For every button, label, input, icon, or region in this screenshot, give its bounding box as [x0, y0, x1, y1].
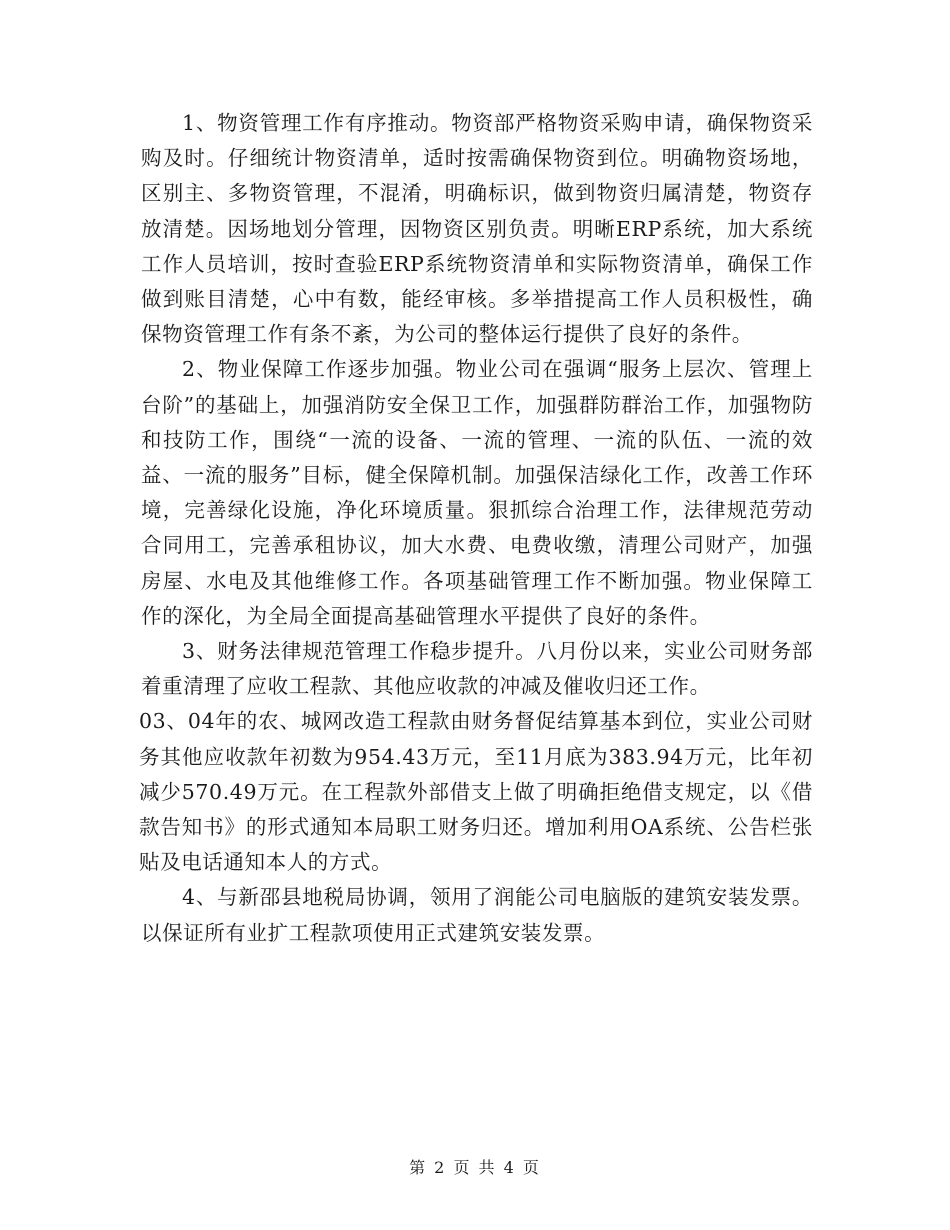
paragraph-materials-management: 1、物资管理工作有序推动。物资部严格物资采购申请，确保物资采购及时。仔细统计物资清单，适时按需确保物资到位。明确物资场地，区别主、多物资管理，不混淆，明确标识，做到物资归属清楚，物资存放清楚。因场地划分管理，因物资区别负责。明晰ERP系统，加大系统工作人员培训，按时查验ERP系统物资清单和实际物资清单，确保工作做到账目清楚，心中有数，能经审核。多举措提高工作人员积极性，确保物资管理工作有条不紊，为公司的整体运行提供了良好的条件。: [141, 111, 813, 347]
paragraph-property-support: 2、物业保障工作逐步加强。物业公司在强调“服务上层次、管理上台阶”的基础上，加强消防安全保卫工作，加强群防群治工作，加强物防和技防工作，围绕“一流的设备、一流的管理、一流的队伍、一流的效益、一流的服务”目标，健全保障机制。加强保洁绿化工作，改善工作环境，完善绿化设施，净化环境质量。狠抓综合治理工作，法律规范劳动合同用工，完善承租协议，加大水费、电费收缴，清理公司财产，加强房屋、水电及其他维修工作。各项基础管理工作不断加强。物业保障工作的深化，为全局全面提高基础管理水平提供了良好的条件。: [141, 357, 813, 628]
document-body: [141, 106, 813, 951]
paragraph-receivables: 03、04年的农、城网改造工程款由财务督促结算基本到位，实业公司财务其他应收款年初数为954.43万元，至11月底为383.94万元，比年初减少570.49万元。在工程款外部借支上做了明确拒绝借支规定，以《借款告知书》的形式通知本局职工财务归还。增加利用OA系统、公告栏张贴及电话通知本人的方式。: [139, 709, 813, 875]
paragraph-tax-invoices: 4、与新邵县地税局协调，领用了润能公司电脑版的建筑安装发票。以保证所有业扩工程款项使用正式建筑安装发票。: [141, 885, 813, 945]
page-number-footer: 第 2 页 共 4 页: [409, 1158, 541, 1177]
paragraph-finance-management: 3、财务法律规范管理工作稳步提升。八月份以来，实业公司财务部着重清理了应收工程款、其他应收款的冲减及催收归还工作。: [141, 639, 813, 699]
